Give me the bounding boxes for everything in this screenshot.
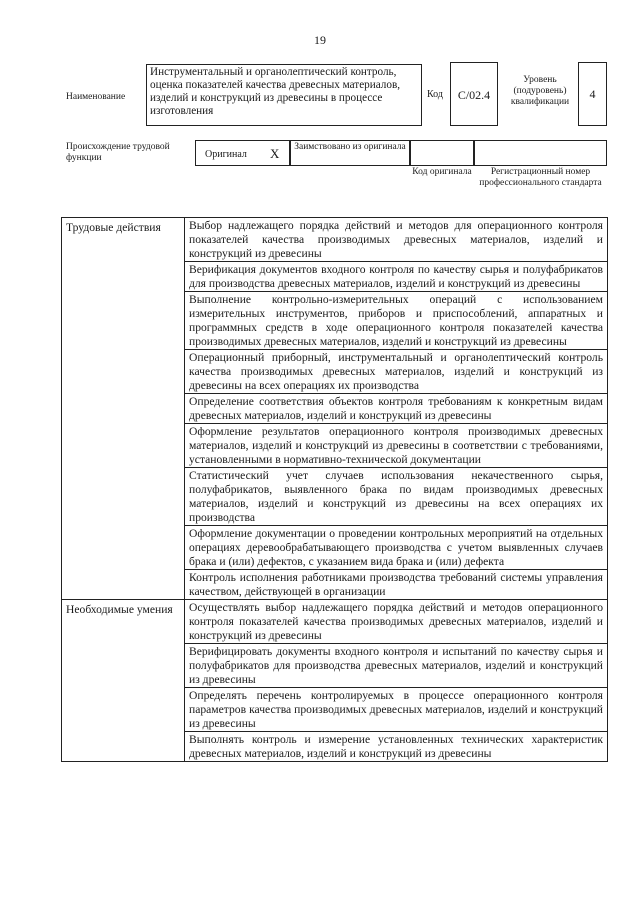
code-original-label: Код оригинала xyxy=(412,167,472,177)
name-label: Наименование xyxy=(66,92,126,102)
origin-original-label: Оригинал xyxy=(205,149,247,160)
level-label: Уровень (подуровень) квалификации xyxy=(510,75,570,107)
table-row xyxy=(62,218,608,262)
code-label: Код xyxy=(427,89,443,100)
origin-code-cell xyxy=(410,140,474,166)
section-item: Выполнение контрольно-измерительных операций с использованием измерительных инструментов, приборов и приспособлений, аппаратных и программных средств в ходе операционного контроля показателей качества производимых древесных материалов, изделий и конструкций из древесины xyxy=(185,292,608,350)
section-item: Контроль исполнения работниками производства требований системы управления качеством, действующей в организации xyxy=(185,570,608,600)
origin-reg-cell xyxy=(474,140,607,166)
level-value: 4 xyxy=(578,62,607,126)
functions-table xyxy=(61,217,608,762)
section-heading: Необходимые умения xyxy=(62,600,185,762)
section-item: Верифицировать документы входного контроля и испытаний по качеству сырья и полуфабрикатов для производства древесных материалов, изделий и конструкций из древесины xyxy=(185,644,608,688)
table-row xyxy=(62,600,608,644)
section-item: Осуществлять выбор надлежащего порядка действий и методов операционного контроля показателей качества производимых древесных материалов, изделий и конструкций из древесины xyxy=(185,600,608,644)
section-item: Оформление документации о проведении контрольных мероприятий на отдельных операциях деревообрабатывающего производства с учетом выявленных случаев брака и (или) дефектов, с указанием вида брака и (или) дефекта xyxy=(185,526,608,570)
section-item: Верификация документов входного контроля по качеству сырья и полуфабрикатов для производства древесных материалов, изделий и конструкций из древесины xyxy=(185,262,608,292)
page-number: 19 xyxy=(314,33,326,47)
section-item: Статистический учет случаев использования некачественного сырья, полуфабрикатов, выявленного брака по видам производимых древесных материалов, изделий и конструкций из древесины на всех операциях их производства xyxy=(185,468,608,526)
section-item: Определять перечень контролируемых в процессе операционного контроля параметров качества производимых древесных материалов, изделий и конструкций из древесины xyxy=(185,688,608,732)
section-heading: Трудовые действия xyxy=(62,218,185,600)
section-item: Определение соответствия объектов контроля требованиям к конкретным видам древесных материалов, изделий и конструкций из древесины xyxy=(185,394,608,424)
section-item: Выполнять контроль и измерение установленных технических характеристик древесных материалов, изделий и конструкций из древесины xyxy=(185,732,608,762)
function-title: Инструментальный и органолептический контроль, оценка показателей качества древесных материалов, изделий и конструкций из древесины в процессе изготовления xyxy=(146,64,422,126)
reg-number-label: Регистрационный номер профессионального стандарта xyxy=(479,167,602,188)
code-value: С/02.4 xyxy=(450,62,498,126)
section-item: Оформление результатов операционного контроля производимых древесных материалов, изделий и конструкций из древесины в соответствии с требованиями, установленными в нормативно-технической документации xyxy=(185,424,608,468)
origin-original-mark: X xyxy=(270,146,280,161)
section-item: Выбор надлежащего порядка действий и методов для операционного контроля показателей качества производимых древесных материалов, изделий и конструкций из древесины xyxy=(185,218,608,262)
origin-borrowed-cell: Заимствовано из оригинала xyxy=(290,140,410,166)
origin-label: Происхождение трудовой функции xyxy=(66,142,170,163)
section-item: Операционный приборный, инструментальный и органолептический контроль качества производимых древесных материалов, изделий и конструкций из древесины на всех операциях их производства xyxy=(185,350,608,394)
